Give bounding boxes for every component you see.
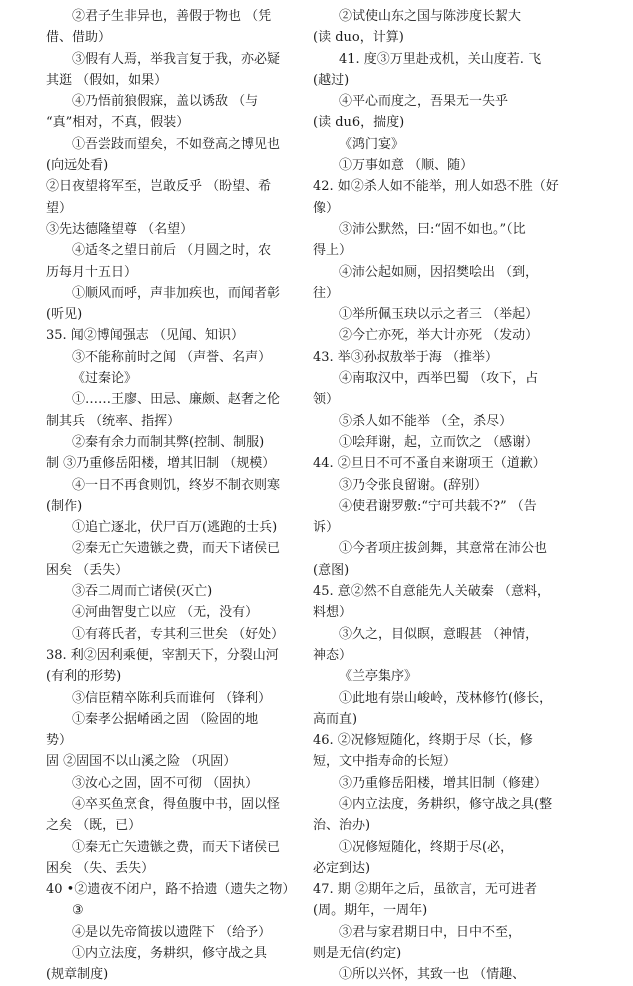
- left-column-line: 困矣 （失、丢失）: [46, 860, 155, 876]
- left-column-line: ①顺风而呼，声非加疾也，而闻者彰: [72, 285, 281, 301]
- left-column-line: ①有蒋氏者，专其利三世矣 （好处）: [72, 626, 285, 642]
- left-column-line: ④卒买鱼烹食，得鱼腹中书，固以怪: [72, 796, 281, 812]
- right-column-line: ①万事如意 （顺、随）: [339, 158, 474, 174]
- right-column: [313, 6, 603, 986]
- left-column-line: ①吾尝跂而望矣，不如登高之博见也: [72, 136, 281, 152]
- right-column-line: ④平心而度之，吾果无一失乎: [339, 94, 509, 110]
- right-column-line: 领）: [313, 392, 340, 408]
- right-column-line: 高而直): [313, 711, 358, 727]
- right-column-line: (越过): [313, 72, 350, 88]
- left-column-line: 势）: [46, 733, 73, 749]
- left-column-line: ③: [72, 903, 84, 919]
- left-column-line: ③信臣精卒陈利兵而谁何 （锋利）: [72, 690, 272, 706]
- left-column-line: ①秦无亡矢遗镞之费，而天下诸侯已: [72, 839, 281, 855]
- right-column-line: 治、治办): [313, 818, 371, 834]
- left-column-line: 借、借助）: [46, 30, 112, 46]
- left-column-line: 35. 闻②博闻强志 （见闻、知识）: [46, 328, 244, 344]
- right-column-line: ③久之，目似瞑，意暇甚 （神情，: [339, 626, 539, 642]
- right-column-line: ①今者项庄拔剑舞，其意常在沛公也: [339, 541, 548, 557]
- right-column-line: 得上）: [313, 243, 353, 259]
- left-column-line: ④一日不再食则饥，终岁不制衣则寒: [72, 477, 281, 493]
- left-column-line: ③汝心之固，固不可彻 （固执）: [72, 775, 259, 791]
- right-column-line: ③乃重修岳阳楼，增其旧制（修建）: [339, 775, 548, 791]
- right-column-line: ④南取汉中，西举巴蜀 （攻下，占: [339, 371, 539, 387]
- left-column-line: ③吞二周而亡诸侯(灭亡): [72, 584, 213, 600]
- left-column-line: ④乃悟前狼假寐，盖以诱敌 （与: [72, 94, 259, 110]
- right-column-line: 《鸿门宴》: [339, 136, 405, 152]
- right-column-line: (读 du6，揣度): [313, 115, 405, 131]
- right-column-line: ①所以兴怀，其致一也 （情趣、: [339, 967, 526, 983]
- right-column-line: (意图): [313, 562, 350, 578]
- right-column-line: 47. 期 ②期年之后，虽欲言，无可进者: [313, 882, 537, 898]
- left-column-line: ③先达德隆望尊 （名望）: [46, 221, 194, 237]
- right-column-line: 短，文中指寿命的长短）: [313, 754, 457, 770]
- right-column-line: ③乃令张良留谢。(辞别）: [339, 477, 488, 493]
- left-column-line: ④适冬之望日前后 （月圆之时，农: [72, 243, 272, 259]
- right-column-line: ②试使山东之国与陈涉度长絜大: [339, 9, 522, 24]
- left-column-line: “真”相对，不真，假装）: [46, 115, 190, 131]
- right-column-line: 往）: [313, 285, 340, 301]
- right-column-line: ④沛公起如厕，因招樊哙出 （到，: [339, 264, 539, 280]
- right-column-line: ⑤杀人如不能举 （全，杀尽）: [339, 413, 513, 429]
- left-column-line: ①秦孝公据崤函之固 （险固的地: [72, 711, 259, 727]
- left-column-line: ②君子生非异也，善假于物也 （凭: [72, 9, 272, 24]
- right-column-line: 43. 举③孙叔敖举于海 （推举）: [313, 349, 498, 365]
- left-column-line: ③假有人焉，举我言复于我，亦必疑: [72, 51, 281, 67]
- right-column-line: ③君与家君期日中，日中不至，: [339, 924, 522, 940]
- left-column-line: ③不能称前时之闻 （声誉、名声）: [72, 349, 272, 365]
- right-column-line: ①举所佩玉玦以示之者三 （举起）: [339, 307, 539, 323]
- right-column-line: 44. ②旦日不可不蚤自来谢项王（道歉）: [313, 456, 546, 472]
- right-column-line: ④内立法度，务耕织，修守战之具(整: [339, 796, 553, 812]
- right-column-line: 46. ②况修短随化，终期于尽（长，修: [313, 733, 533, 749]
- left-column-line: 《过秦论》: [72, 371, 138, 387]
- left-column-line: ②秦有余力而制其弊(控制、制服): [72, 434, 265, 450]
- left-column: [46, 6, 306, 986]
- left-column-line: 制其兵 （统率、指挥）: [46, 413, 181, 429]
- right-column-line: 神态）: [313, 647, 353, 663]
- left-column-line: 其逛 （假如，如果）: [46, 72, 168, 88]
- right-column-line: 41. 度③万里赴戎机，关山度若. 飞: [339, 51, 542, 67]
- right-column-line: 则是无信(约定): [313, 946, 402, 962]
- left-column-line: 历每月十五日）: [46, 264, 138, 280]
- left-column-line: 制 ③乃重修岳阳楼，增其旧制 （规模）: [46, 456, 276, 472]
- left-column-line: ②秦无亡矢遗镞之费，而天下诸侯已: [72, 541, 281, 557]
- right-column-line: 料想）: [313, 605, 353, 621]
- right-column-line: ②今亡亦死，举大计亦死 （发动）: [339, 328, 539, 344]
- left-column-line: ①追亡逐北，伏尸百万(逃跑的士兵): [72, 520, 278, 536]
- right-column-line: ①此地有崇山峻岭，茂林修竹(修长，: [339, 690, 553, 706]
- left-column-line: ①内立法度，务耕织，修守战之具: [72, 946, 268, 962]
- right-column-line: 像）: [313, 200, 340, 216]
- left-column-line: 38. 利②因利乘便，宰割天下，分裂山河: [46, 647, 279, 663]
- right-column-line: ④使君谢罗敷:“宁可共载不?” （告: [339, 498, 537, 514]
- right-column-line: 诉）: [313, 520, 340, 536]
- right-column-line: ③沛公默然，曰:“固不如也。”（比: [339, 221, 526, 237]
- right-column-line: 45. 意②然不自意能先人关破秦 （意料，: [313, 584, 550, 600]
- left-column-line: 困矣 （丢失）: [46, 562, 129, 578]
- right-column-line: 42. 如②杀人如不能举，刑人如恐不胜（好: [313, 179, 559, 195]
- left-column-line: (听见): [46, 307, 83, 323]
- left-column-line: (规章制度): [46, 967, 109, 983]
- right-column-line: 必定到达): [313, 860, 371, 876]
- left-column-line: ④河曲智叟亡以应 （无，没有）: [72, 605, 259, 621]
- left-column-line: ④是以先帝简拔以遗陛下 （给予）: [72, 924, 272, 940]
- left-column-line: (有利的形势): [46, 669, 122, 685]
- left-column-line: ①……王廖、田忌、廉颇、赵奢之伦: [72, 392, 281, 408]
- left-column-line: 40 •②遗夜不闭户，路不拾遗（遗失之物）: [46, 882, 296, 898]
- right-column-line: (周。期年，一周年): [313, 903, 428, 919]
- left-column-line: (向远处看): [46, 158, 109, 174]
- right-column-line: 《兰亭集序》: [339, 669, 418, 685]
- left-column-line: (制作): [46, 498, 83, 514]
- right-column-line: (读 duo，计算): [313, 30, 404, 46]
- right-column-line: ①况修短随化，终期于尽(必，: [339, 839, 514, 855]
- left-column-line: 固 ②固国不以山溪之险 （巩固）: [46, 754, 237, 770]
- left-column-line: ②日夜望将军至，岂敢反乎 （盼望、希: [46, 179, 272, 195]
- left-column-line: 之矣 （既，已）: [46, 818, 142, 834]
- right-column-line: ①哙拜谢，起，立而饮之 （感谢）: [339, 434, 539, 450]
- left-column-line: 望）: [46, 200, 73, 216]
